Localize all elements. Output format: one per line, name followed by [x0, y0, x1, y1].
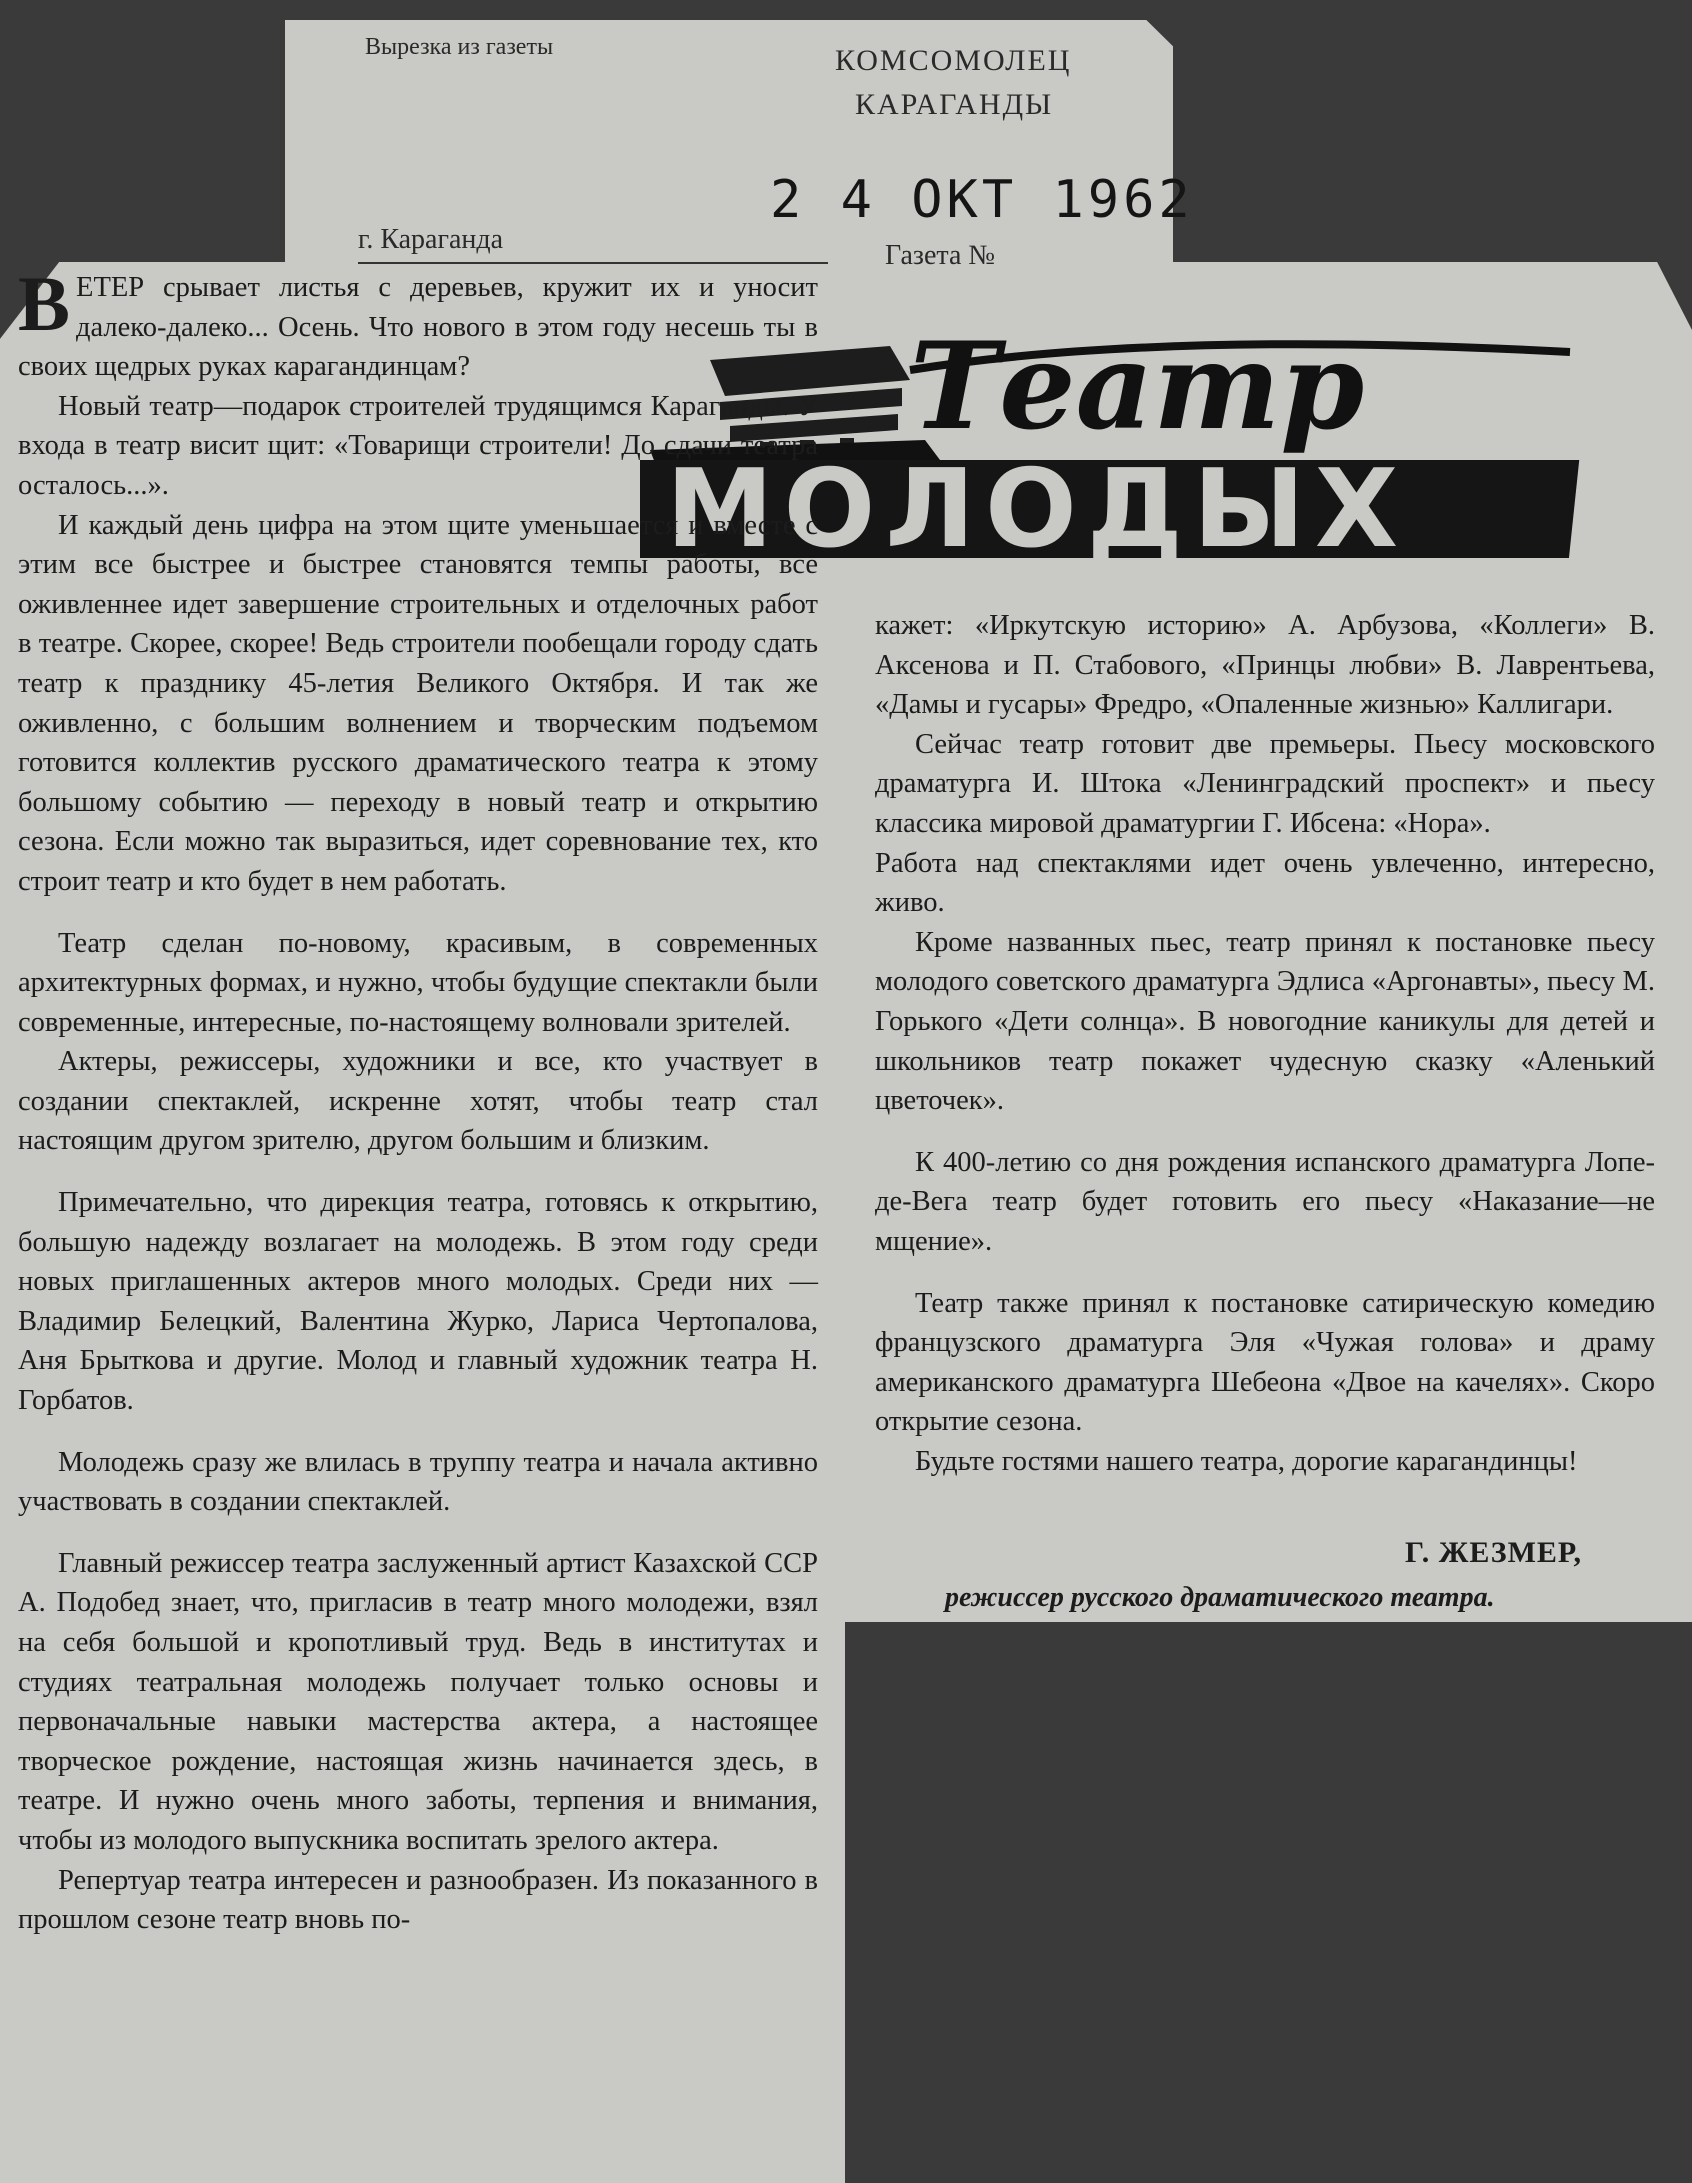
article-paragraph: Примечательно, что дирекция театра, готовясь к открытию, большую надежду возлагает на молодежь. В этом году среди новых приглашенных актеров много молодых. Среди них — Владимир Белецкий, Валентина Журко, Лариса Чертопалова, Аня Брыткова и другие. Молод и главный художник театра Н. Горбатов. [18, 1187, 818, 1417]
newspaper-name-line1: КОМСОМОЛЕЦ [835, 44, 1072, 77]
article-intro-paragraph: ВЕТЕР срывает листья с деревьев, кружит их и уносит далеко-далеко... Осень. Что нового в этом году несешь ты в своих щедрых руках карагандинцам? [18, 260, 818, 383]
clipping-heading: Вырезка из газеты [365, 34, 554, 60]
dropcap-letter: В [18, 260, 71, 347]
article-paragraph: Театр также принял к постановке сатирическую комедию французского драматурга Эля «Чужая голова» и драму американского драматурга Шебеона «Двое на качелях». Скоро открытие сезона. [875, 1287, 1655, 1438]
article-paragraph: Сейчас театр готовит две премьеры. Пьесу московского драматурга И. Штока «Ленинградский проспект» и пьесу классика мировой драматургии Г. Ибсена: «Нора». [875, 728, 1655, 839]
article-paragraph: К 400-летию со дня рождения испанского драматурга Лопе-де-Вега театр будет готовить его пьесу «Наказание—не мщение». [875, 1146, 1655, 1257]
masthead-line1: Театр [910, 316, 1365, 457]
city-label: г. Караганда [358, 224, 504, 255]
article-paragraph: И каждый день цифра на этом щите уменьшается и вместе с этим все быстрее и быстрее становятся темпы работы, все оживленнее идет завершение строительных и отделочных работ в театре. Скорее, скорее! Ведь строители пообещали городу сдать театр к празднику 45-летия Великого Октября. И так же оживленно, с большим волнением и творческим подъемом готовится коллектив русского драматического театра к этому большому событию — переходу в новый театр и открытию сезона. Если можно так выразиться, идет соревнование тех, кто строит театр и кто будет в нем работать. [18, 509, 818, 897]
article-paragraph: Главный режиссер театра заслуженный артист Казахской ССР А. Подобед знает, что, пригласив в театр много молодежи, взял на себя большой и кропотливый труд. Ведь в институтах и студиях театральная молодежь получает только основы и первоначальные навыки мастерства актера, а настоящее творческое рождение, настоящая жизнь начинается здесь, в театре. И нужно очень много заботы, терпения и внимания, чтобы из молодого выпускника воспитать зрелого актера. [18, 1547, 818, 1856]
newspaper-name-line2: КАРАГАНДЫ [855, 88, 1054, 121]
article-left-column [18, 260, 818, 1940]
label-underline [358, 262, 828, 264]
author-name: Г. ЖЕЗМЕР, [1405, 1536, 1582, 1569]
article-paragraph: Новый театр—подарок строителей трудящимся Караганды. У входа в театр висит щит: «Товарищи строители! До сдачи театра осталось...». [18, 390, 818, 501]
article-paragraph: Актеры, режиссеры, художники и все, кто участвует в создании спектаклей, искренне хотят, чтобы театр стал настоящим другом зрителю, другом большим и близким. [18, 1046, 818, 1157]
article-right-column [875, 606, 1655, 1481]
article-paragraph: Репертуар театра интересен и разнообразен. Из показанного в прошлом сезоне театр вновь по- [18, 1864, 818, 1936]
article-paragraph: Работа над спектаклями идет очень увлеченно, интересно, живо. [875, 847, 1655, 919]
article-paragraph: Будьте гостями нашего театра, дорогие карагандинцы! [915, 1445, 1578, 1477]
article-paragraph: Театр сделан по-новому, красивым, в современных архитектурных формах, и нужно, чтобы будущие спектакли были современные, интересные, по-настоящему волновали зрителей. [18, 927, 818, 1038]
author-title: режиссер русского драматического театра. [945, 1582, 1495, 1613]
masthead-line2: молодых [666, 447, 1409, 570]
article-paragraph: Кроме названных пьес, театр принял к постановке пьесу молодого советского драматурга Эдлиса «Аргонавты», пьесу М. Горького «Дети солнца». В новогодние каникулы для детей и школьников театр покажет чудесную сказку «Аленький цветочек». [875, 926, 1655, 1117]
article-paragraph: Молодежь сразу же влилась в труппу театра и начала активно участвовать в создании спектаклей. [18, 1446, 818, 1518]
date-stamp: 2 4 ОКТ 1962 [770, 170, 1194, 230]
article-paragraph: кажет: «Иркутскую историю» А. Арбузова, «Коллеги» В. Аксенова и П. Стабового, «Принцы любви» В. Лаврентьева, «Дамы и гусары» Фредро, «Опаленные жизнью» Каллигари. [875, 610, 1655, 721]
gazeta-number-label: Газета № [885, 240, 996, 271]
